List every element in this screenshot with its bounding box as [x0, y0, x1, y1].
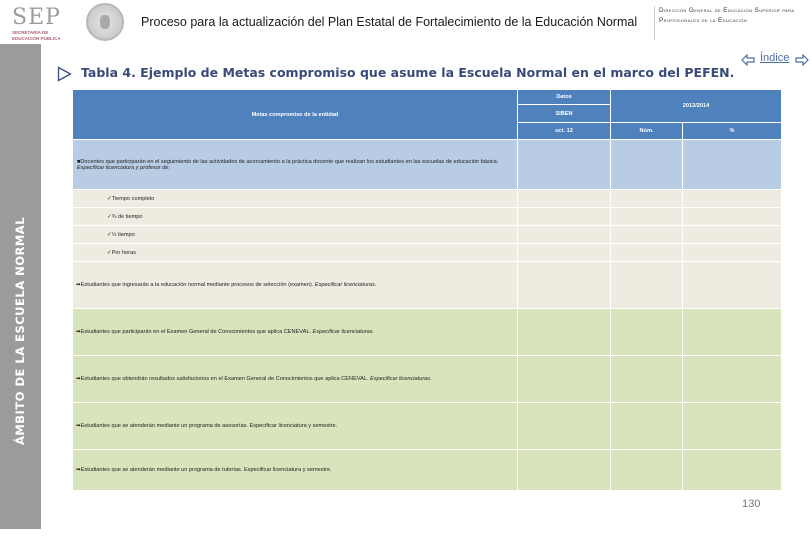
row-label-cell [73, 403, 518, 450]
sidebar-label: ÁMBITO DE LA ESCUELA NORMAL [13, 216, 27, 446]
table-cell [611, 226, 683, 244]
table-cell [611, 190, 683, 208]
row-label-cell [73, 262, 518, 309]
sep-logo-subtext: SECRETARÍA DE EDUCACIÓN PÚBLICA [12, 30, 61, 41]
table-cell [518, 450, 611, 491]
row-label: ✓Por horas [107, 249, 136, 256]
row-label-cell [73, 208, 518, 226]
national-seal-icon [86, 3, 124, 41]
table-row [73, 226, 782, 244]
row-label: ✓Tiempo completo [107, 195, 155, 202]
header-divider [654, 6, 655, 40]
table-cell [518, 262, 611, 309]
metas-table [72, 89, 782, 491]
header-title: Proceso para la actualización del Plan Estatal de Fortalecimiento de la Educación Normal [141, 15, 638, 29]
row-label-cell [73, 244, 518, 262]
row-label: ➡Estudiantes que participarán en el Examen General de Conocimientos que aplica CENEVAL. Especificar licenciaturas. [76, 329, 375, 335]
row-label: ➡Estudiantes que se atenderán mediante un programa de asesorías. Especificar licenciatura y semestre. [76, 423, 338, 429]
arrow-right-icon[interactable] [795, 54, 809, 66]
page-number: 130 [742, 498, 761, 510]
header-year: 2013/2014 [611, 90, 782, 123]
row-label: ➡Estudiantes que obtendrán resultados satisfactorios en el Examen General de Conocimientos que aplica CENEVAL. Especificar licenciaturas. [76, 376, 432, 382]
row-label: ➡Estudiantes que ingresarán a la educación normal mediante procesos de selección (examen). Especificar licenciaturas. [76, 282, 377, 288]
row-label-cell [73, 450, 518, 491]
table-cell [518, 226, 611, 244]
table-cell [683, 140, 782, 190]
table-row [73, 140, 782, 190]
table-row [73, 244, 782, 262]
table-cell [683, 244, 782, 262]
table-title: Tabla 4. Ejemplo de Metas compromiso que asume la Escuela Normal en el marco del PEFEN. [81, 65, 735, 80]
sep-logo [5, 4, 65, 42]
table-cell [683, 403, 782, 450]
table-cell [683, 190, 782, 208]
table-row [73, 262, 782, 309]
table-cell [683, 450, 782, 491]
header-num: Núm. [611, 123, 683, 140]
arrow-left-icon[interactable] [741, 54, 755, 66]
table-cell [518, 403, 611, 450]
table-cell [683, 309, 782, 356]
table-cell [611, 208, 683, 226]
triangle-outline-icon [57, 66, 72, 82]
table-cell [518, 309, 611, 356]
table-row [73, 208, 782, 226]
sep-logo-text: SEP [12, 5, 61, 30]
table-cell [518, 190, 611, 208]
page-header [0, 0, 812, 44]
row-label-cell [73, 190, 518, 208]
table-cell [611, 262, 683, 309]
table-row [73, 356, 782, 403]
row-label: ■Docentes que participarán en el seguimiento de las actividades de acercamiento a la práctica docente que realizan los estudiantes en las escuelas de educación básica. Especificar licenciatura y profesor de: [77, 158, 499, 171]
table-cell [611, 244, 683, 262]
row-label-cell [73, 356, 518, 403]
table-cell [611, 356, 683, 403]
index-link[interactable]: Índice [760, 52, 790, 64]
table-row [73, 190, 782, 208]
table-cell [683, 262, 782, 309]
table-row [73, 309, 782, 356]
row-label-cell [73, 140, 518, 190]
header-pct: % [683, 123, 782, 140]
table-cell [611, 450, 683, 491]
header-datos: Datos [518, 90, 611, 105]
header-metas: Metas compromiso de la entidad [73, 90, 518, 140]
row-label-cell [73, 309, 518, 356]
row-label: ✓¾ de tiempo [107, 213, 143, 220]
table-row [73, 403, 782, 450]
table-cell [683, 226, 782, 244]
table-row [73, 450, 782, 491]
row-label: ➡Estudiantes que se atenderán mediante un programa de tutorías. Especificar licenciatura y semestre. [76, 467, 332, 473]
table-cell [611, 309, 683, 356]
table-cell [518, 244, 611, 262]
table-cell [683, 356, 782, 403]
table-cell [683, 208, 782, 226]
header-siben: SIBEN [518, 105, 611, 123]
row-label-cell [73, 226, 518, 244]
row-label: ✓½ tiempo [107, 231, 135, 238]
sidebar [0, 44, 41, 529]
department-name: Dirección General de Educación Superior para Profesionales de la Educación [659, 7, 795, 24]
table-cell [518, 140, 611, 190]
header-oct: oct. 12 [518, 123, 611, 140]
table-cell [611, 140, 683, 190]
table-cell [518, 208, 611, 226]
table-cell [611, 403, 683, 450]
table-cell [518, 356, 611, 403]
